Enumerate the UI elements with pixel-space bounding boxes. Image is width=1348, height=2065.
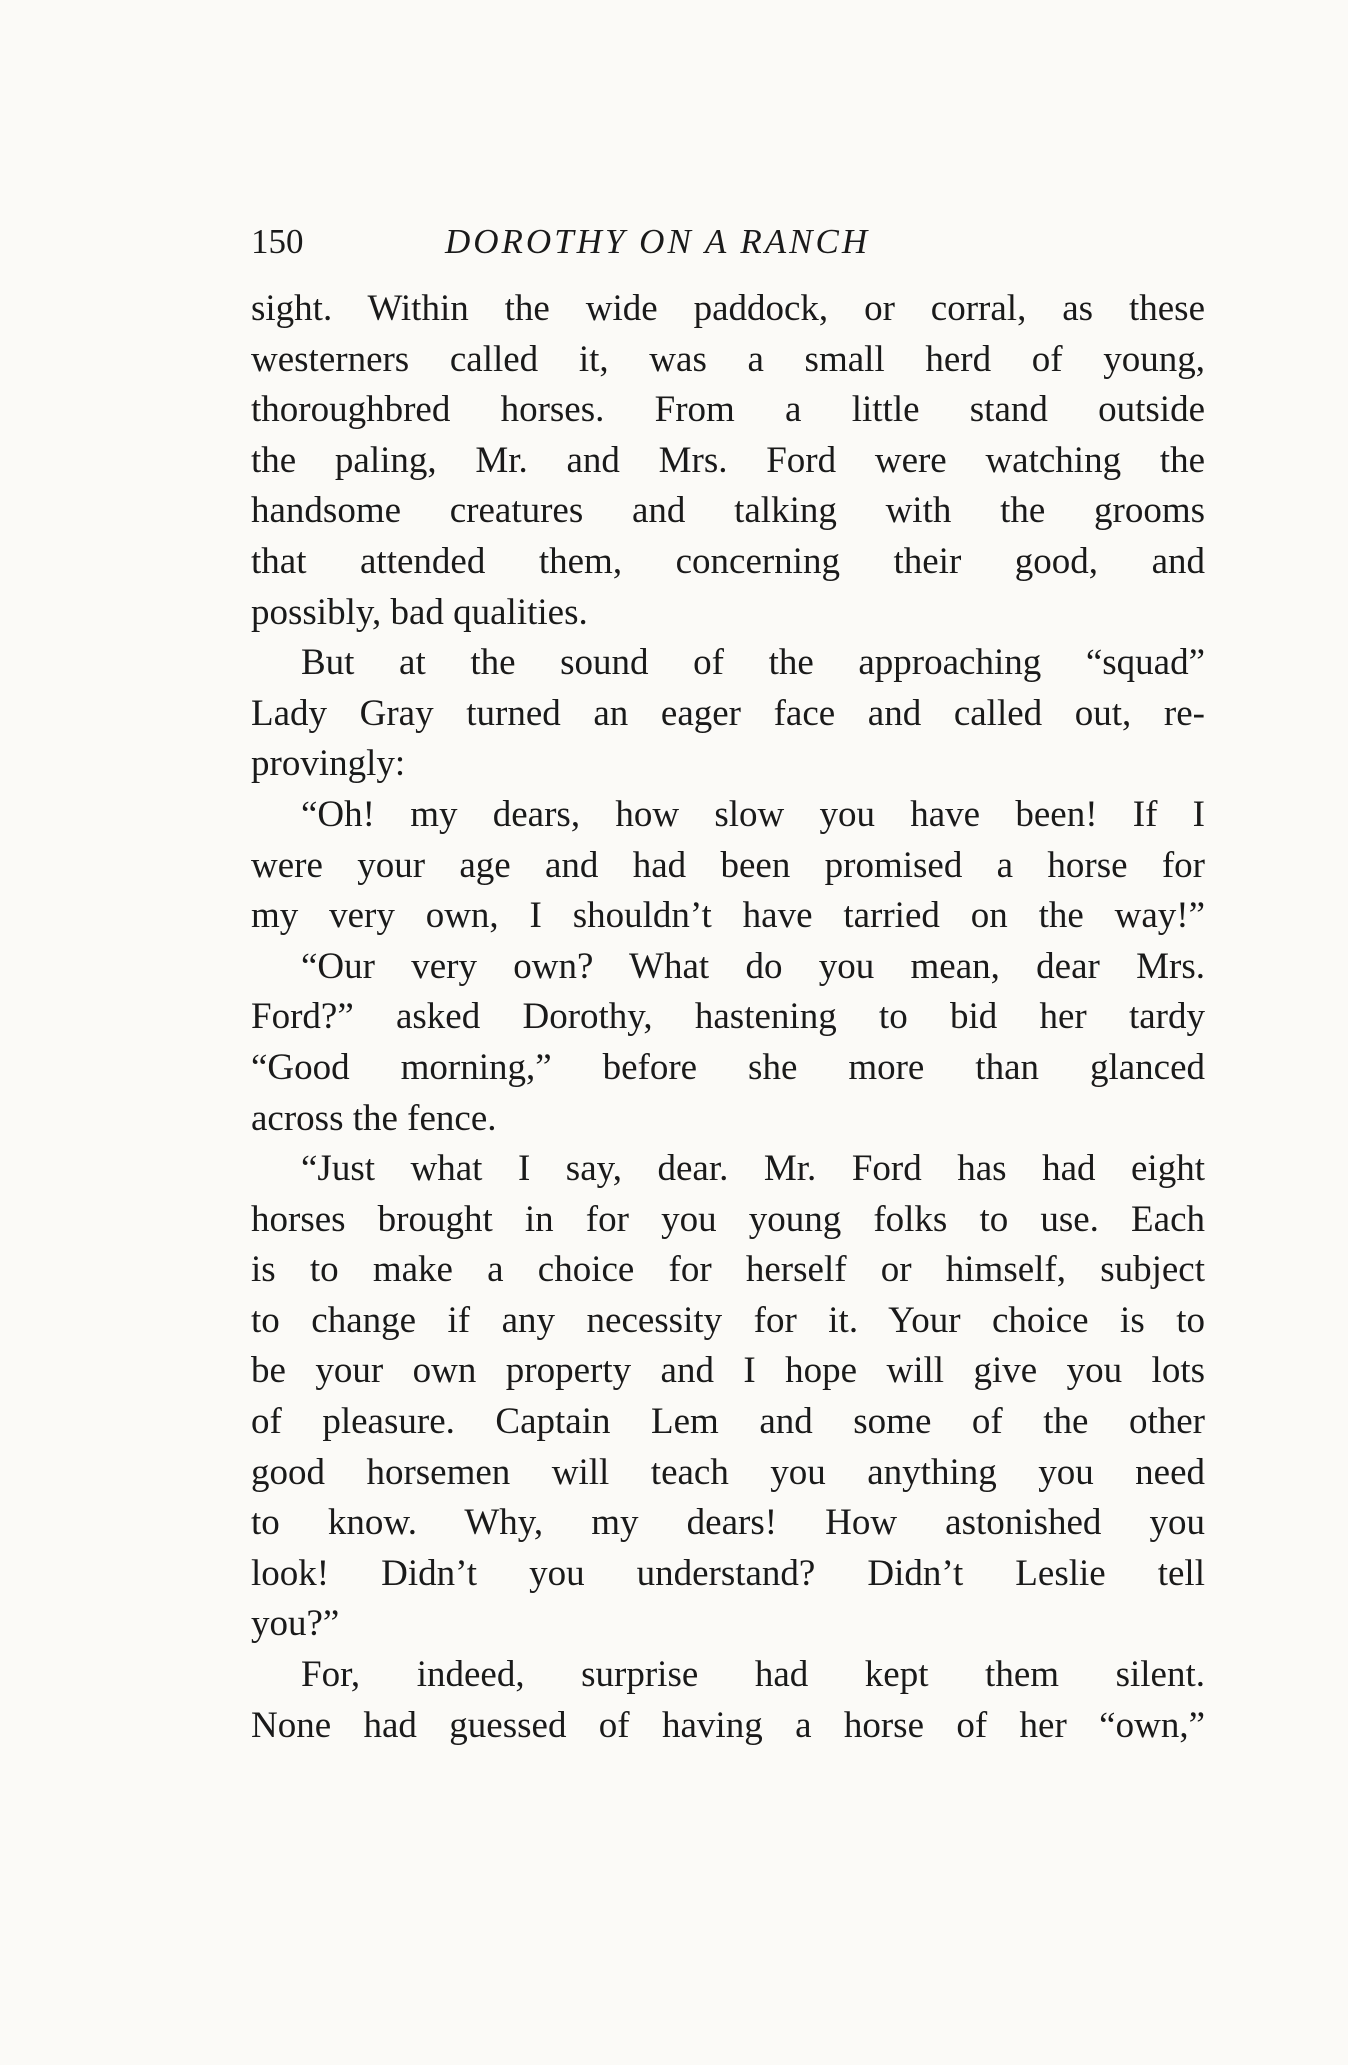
- text-line: westerners called it, was a small herd of young,: [251, 338, 1205, 380]
- text-line: None had guessed of having a horse of her “own,”: [251, 1704, 1205, 1746]
- text-line: is to make a choice for herself or himself, subject: [251, 1249, 1205, 1291]
- running-title: DOROTHY ON A RANCH: [445, 222, 871, 261]
- text-line: were your age and had been promised a horse for: [251, 844, 1205, 886]
- text-line: sight. Within the wide paddock, or corral, as these: [251, 288, 1205, 329]
- text-line: the paling, Mr. and Mrs. Ford were watching the: [251, 439, 1205, 481]
- text-line: to know. Why, my dears! How astonished you: [251, 1502, 1205, 1544]
- text-line: good horsemen will teach you anything you need: [251, 1451, 1205, 1493]
- text-line: “Good morning,” before she more than glanced: [251, 1046, 1205, 1088]
- text-line: of pleasure. Captain Lem and some of the other: [251, 1401, 1205, 1443]
- text-line: provingly:: [251, 743, 406, 785]
- text-line: across the fence.: [251, 1097, 497, 1139]
- page-number: 150: [251, 222, 304, 261]
- text-line: thoroughbred horses. From a little stand outside: [251, 389, 1205, 431]
- text-line: Ford?” asked Dorothy, hastening to bid her tardy: [251, 996, 1205, 1038]
- text-line: horses brought in for you young folks to use. Each: [251, 1198, 1205, 1240]
- text-line: you?”: [251, 1603, 340, 1645]
- text-line: “Our very own? What do you mean, dear Mrs.: [301, 945, 1205, 987]
- text-line: Lady Gray turned an eager face and called out, re-: [251, 692, 1205, 734]
- text-line: look! Didn’t you understand? Didn’t Leslie tell: [251, 1552, 1205, 1594]
- page-header: [251, 222, 1211, 272]
- text-line: handsome creatures and talking with the grooms: [251, 490, 1205, 532]
- text-line: “Oh! my dears, how slow you have been! If I: [301, 793, 1205, 835]
- text-line: my very own, I shouldn’t have tarried on the way!”: [251, 895, 1205, 937]
- text-line: But at the sound of the approaching “squad”: [301, 642, 1205, 684]
- text-line: For, indeed, surprise had kept them silent.: [301, 1654, 1205, 1696]
- body-text: [251, 284, 1205, 1751]
- text-line: “Just what I say, dear. Mr. Ford has had eight: [301, 1148, 1205, 1190]
- text-line: that attended them, concerning their good, and: [251, 540, 1205, 582]
- text-line: to change if any necessity for it. Your choice is to: [251, 1299, 1205, 1341]
- text-line: possibly, bad qualities.: [251, 591, 588, 633]
- text-line: be your own property and I hope will give you lots: [251, 1350, 1205, 1392]
